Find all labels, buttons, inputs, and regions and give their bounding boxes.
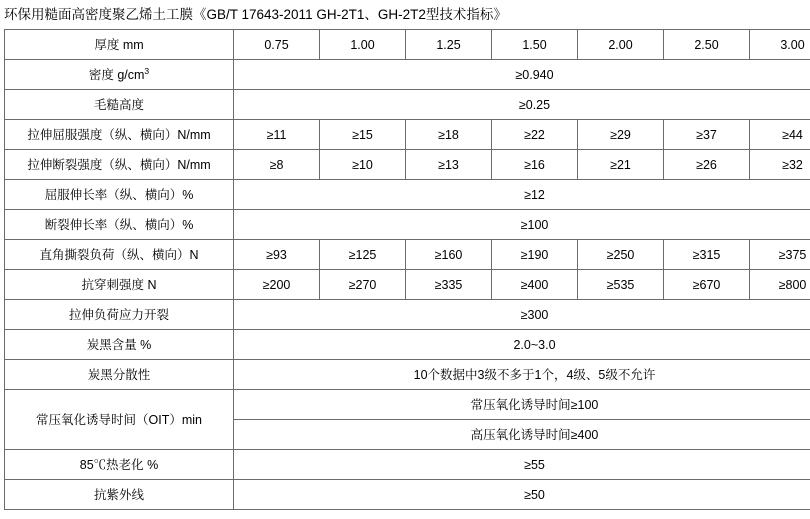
- cell-break-elongation-value: ≥100: [234, 210, 810, 240]
- cell-puncture-3: ≥400: [492, 270, 578, 300]
- row-label-break-elongation: 断裂伸长率（纵、横向）%: [5, 210, 234, 240]
- cell-thickness-3: 1.50: [492, 30, 578, 60]
- cell-tensile-yield-1: ≥15: [320, 120, 406, 150]
- row-label-density-text: 密度 g/cm: [88, 67, 145, 82]
- cell-puncture-4: ≥535: [578, 270, 664, 300]
- row-label-density-superscript: 3: [144, 65, 150, 76]
- cell-tear-1: ≥125: [320, 240, 406, 270]
- table-row-puncture-strength: [5, 270, 810, 300]
- cell-puncture-2: ≥335: [406, 270, 492, 300]
- table-row-carbon-black-dispersion: [5, 360, 810, 390]
- cell-tensile-yield-6: ≥44: [750, 120, 810, 150]
- table-row-uv-resistance: [5, 480, 810, 510]
- row-label-heat-aging: 85℃热老化 %: [5, 450, 234, 480]
- row-label-stress-crack: 拉伸负荷应力开裂: [5, 300, 234, 330]
- cell-puncture-1: ≥270: [320, 270, 406, 300]
- cell-tear-0: ≥93: [234, 240, 320, 270]
- cell-tear-6: ≥375: [750, 240, 810, 270]
- cell-tensile-break-2: ≥13: [406, 150, 492, 180]
- cell-tensile-break-4: ≥21: [578, 150, 664, 180]
- cell-thickness-2: 1.25: [406, 30, 492, 60]
- table-row-yield-elongation: [5, 180, 810, 210]
- table-row-tensile-yield-strength: [5, 120, 810, 150]
- table-row-right-angle-tear: [5, 240, 810, 270]
- row-label-tensile-break-strength: 拉伸断裂强度（纵、横向）N/mm: [5, 150, 234, 180]
- table-row-tensile-break-strength: [5, 150, 810, 180]
- cell-tensile-yield-5: ≥37: [664, 120, 750, 150]
- cell-tensile-break-3: ≥16: [492, 150, 578, 180]
- row-label-tensile-yield-strength: 拉伸屈服强度（纵、横向）N/mm: [5, 120, 234, 150]
- cell-puncture-6: ≥800: [750, 270, 810, 300]
- cell-oit-high-pressure-value: 高压氧化诱导时间≥400: [234, 420, 810, 450]
- cell-stress-crack-value: ≥300: [234, 300, 810, 330]
- row-label-thickness: 厚度 mm: [5, 30, 234, 60]
- spec-table: [4, 29, 810, 510]
- cell-rough-height-value: ≥0.25: [234, 90, 810, 120]
- table-row-stress-crack: [5, 300, 810, 330]
- cell-heat-aging-value: ≥55: [234, 450, 810, 480]
- cell-oit-normal-pressure-value: 常压氧化诱导时间≥100: [234, 390, 810, 420]
- cell-thickness-4: 2.00: [578, 30, 664, 60]
- cell-carbon-black-dispersion-value: 10个数据中3级不多于1个，4级、5级不允许: [234, 360, 810, 390]
- cell-tear-2: ≥160: [406, 240, 492, 270]
- cell-tensile-break-0: ≥8: [234, 150, 320, 180]
- row-label-yield-elongation: 屈服伸长率（纵、横向）%: [5, 180, 234, 210]
- cell-tensile-break-5: ≥26: [664, 150, 750, 180]
- cell-uv-resistance-value: ≥50: [234, 480, 810, 510]
- row-label-density: [5, 60, 234, 90]
- table-row-thickness: [5, 30, 810, 60]
- cell-thickness-5: 2.50: [664, 30, 750, 60]
- row-label-puncture-strength: 抗穿刺强度 N: [5, 270, 234, 300]
- cell-density-value: ≥0.940: [234, 60, 810, 90]
- row-label-carbon-black-dispersion: 炭黑分散性: [5, 360, 234, 390]
- table-row-break-elongation: [5, 210, 810, 240]
- cell-tensile-yield-0: ≥11: [234, 120, 320, 150]
- table-row-density: [5, 60, 810, 90]
- cell-tensile-break-1: ≥10: [320, 150, 406, 180]
- cell-tear-3: ≥190: [492, 240, 578, 270]
- row-label-right-angle-tear: 直角撕裂负荷（纵、横向）N: [5, 240, 234, 270]
- cell-puncture-5: ≥670: [664, 270, 750, 300]
- cell-tear-5: ≥315: [664, 240, 750, 270]
- cell-puncture-0: ≥200: [234, 270, 320, 300]
- cell-thickness-0: 0.75: [234, 30, 320, 60]
- row-label-carbon-black-content: 炭黑含量 %: [5, 330, 234, 360]
- cell-tensile-yield-4: ≥29: [578, 120, 664, 150]
- table-row-heat-aging: [5, 450, 810, 480]
- cell-tensile-yield-3: ≥22: [492, 120, 578, 150]
- cell-yield-elongation-value: ≥12: [234, 180, 810, 210]
- row-label-oit: 常压氧化诱导时间（OIT）min: [5, 390, 234, 450]
- row-label-rough-height: 毛糙高度: [5, 90, 234, 120]
- cell-thickness-1: 1.00: [320, 30, 406, 60]
- table-row-rough-height: [5, 90, 810, 120]
- table-row-carbon-black-content: [5, 330, 810, 360]
- table-row-oit-normal-pressure: [5, 390, 810, 420]
- cell-tensile-break-6: ≥32: [750, 150, 810, 180]
- cell-thickness-6: 3.00: [750, 30, 810, 60]
- row-label-uv-resistance: 抗紫外线: [5, 480, 234, 510]
- cell-carbon-black-content-value: 2.0~3.0: [234, 330, 810, 360]
- page-title: 环保用糙面高密度聚乙烯土工膜《GB/T 17643-2011 GH-2T1、GH-2T2型技术指标》: [4, 7, 507, 22]
- cell-tensile-yield-2: ≥18: [406, 120, 492, 150]
- cell-tear-4: ≥250: [578, 240, 664, 270]
